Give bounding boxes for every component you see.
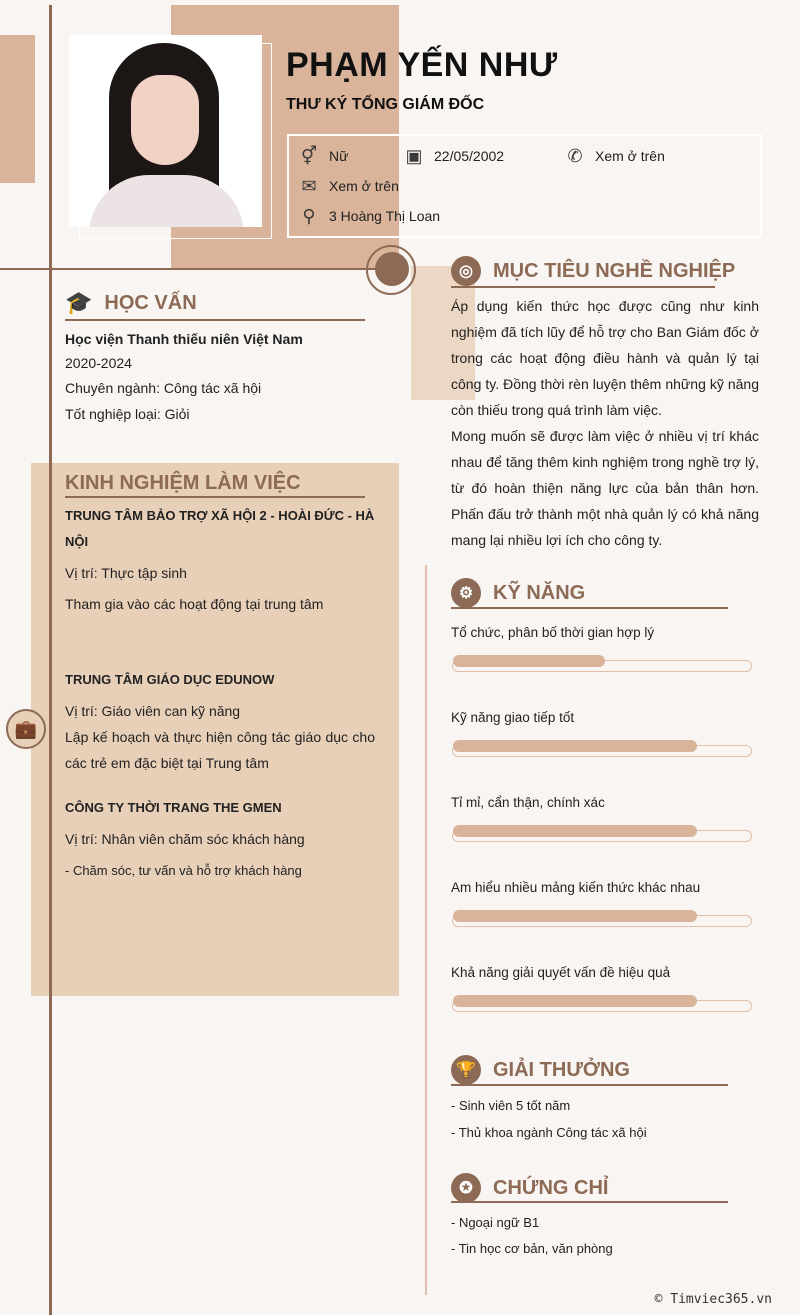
address: 3 Hoàng Thị Loan	[329, 208, 441, 224]
skill-bar-fill	[453, 995, 697, 1007]
award-item: - Sinh viên 5 tốt năm	[451, 1098, 571, 1113]
email: Xem ở trên	[329, 178, 399, 194]
briefcase-icon: 💼	[6, 709, 46, 749]
edu-years: 2020-2024	[65, 355, 132, 371]
phone-icon: ✆	[567, 145, 583, 166]
exp-company: CÔNG TY THỜI TRANG THE GMEN	[65, 800, 282, 815]
certificate-item: - Ngoại ngữ B1	[451, 1215, 540, 1230]
experience-underline	[65, 496, 365, 498]
exp-desc: - Chăm sóc, tư vấn và hỗ trợ khách hàng	[65, 863, 302, 878]
candidate-name: PHẠM YẾN NHƯ	[286, 46, 558, 84]
skill-label: Tổ chức, phân bố thời gian hợp lý	[451, 625, 655, 640]
skills-underline	[451, 607, 728, 609]
objective-underline	[451, 286, 715, 288]
awards-underline	[451, 1084, 728, 1086]
footer-watermark: © Timviec365.vn	[654, 1292, 772, 1307]
location-icon: ⚲	[302, 205, 316, 226]
skills-heading: ⚙ KỸ NĂNG	[451, 578, 585, 608]
avatar	[69, 35, 262, 227]
exp-position: Vị trí: Nhân viên chăm sóc khách hàng	[65, 831, 305, 847]
skill-bar	[452, 915, 752, 927]
skill-bar-fill	[453, 825, 697, 837]
edu-grade: Tốt nghiệp loại: Giỏi	[65, 406, 190, 422]
calendar-icon: ▣	[405, 145, 423, 166]
objective-p1: Áp dụng kiến thức học được cũng như kinh nghiệm đã tích lũy để hỗ trợ cho Ban Giám đốc ở trong các hoạt động điều hành và quản lý tại công ty. Đồng thời rèn luyện thêm những kỹ năng còn thiếu trong quá trình làm việc.	[451, 298, 759, 418]
skill-bar-fill	[453, 910, 697, 922]
skill-label: Kỹ năng giao tiếp tốt	[451, 710, 575, 725]
certificates-underline	[451, 1201, 728, 1203]
phone: Xem ở trên	[595, 148, 665, 164]
education-underline	[65, 319, 365, 321]
objective-p2: Mong muốn sẽ được làm việc ở nhiều vị trí khác nhau để tăng thêm kinh nghiệm trong nghề trợ lý, từ đó hoàn thiện năng lực của bản thân hơn. Phấn đấu trở thành một nhà quản lý có khả năng mang lại nhiều lợi ích cho công ty.	[451, 428, 759, 548]
experience-heading: KINH NGHIỆM LÀM VIỆC	[65, 472, 301, 494]
contact-box	[287, 134, 762, 238]
skill-bar	[452, 660, 752, 672]
skill-bar	[452, 830, 752, 842]
divider-horizontal	[0, 268, 400, 270]
trophy-icon: 🏆	[451, 1055, 481, 1085]
divider-vertical-right	[425, 565, 427, 1295]
exp-company: TRUNG TÂM GIÁO DỤC EDUNOW	[65, 672, 275, 687]
school: Học viện Thanh thiếu niên Việt Nam	[65, 331, 303, 347]
exp-desc: Tham gia vào các hoạt động tại trung tâm	[65, 596, 324, 612]
exp-company: TRUNG TÂM BẢO TRỢ XÃ HỘI 2 - HOÀI ĐỨC - HÀ NỘI	[65, 508, 375, 549]
exp-position: Vị trí: Giáo viên can kỹ năng	[65, 703, 241, 719]
gender-icon: ⚥	[300, 145, 318, 166]
gender: Nữ	[329, 148, 349, 164]
edu-major: Chuyên ngành: Công tác xã hội	[65, 380, 262, 396]
skill-label: Am hiểu nhiều mảng kiến thức khác nhau	[451, 880, 701, 895]
skill-bar	[452, 745, 752, 757]
objective-heading: ◎ MỤC TIÊU NGHỀ NGHIỆP	[451, 256, 735, 286]
skill-bar-fill	[453, 740, 697, 752]
deco-circle-fill	[375, 252, 409, 286]
certificates-heading: ✪ CHỨNG CHỈ	[451, 1173, 608, 1203]
certificate-icon: ✪	[451, 1173, 481, 1203]
target-icon: ◎	[451, 256, 481, 286]
divider-vertical-left	[49, 5, 52, 1315]
job-title: THƯ KÝ TỔNG GIÁM ĐỐC	[286, 96, 485, 113]
awards-heading: 🏆 GIẢI THƯỞNG	[451, 1055, 630, 1085]
email-icon: ✉	[301, 175, 317, 196]
exp-desc: Lập kế hoạch và thực hiện công tác giáo dục cho các trẻ em đặc biệt tại Trung tâm	[65, 729, 375, 771]
skill-label: Tỉ mỉ, cẩn thận, chính xác	[451, 795, 605, 810]
certificate-item: - Tin học cơ bản, văn phòng	[451, 1241, 613, 1256]
skill-label: Khả năng giải quyết vấn đề hiệu quả	[451, 965, 671, 980]
education-heading: 🎓 HỌC VẤN	[65, 290, 197, 315]
skill-bar-fill	[453, 655, 605, 667]
award-item: - Thủ khoa ngành Công tác xã hội	[451, 1125, 647, 1140]
deco-block-left	[0, 35, 35, 183]
skill-bar	[452, 1000, 752, 1012]
exp-position: Vị trí: Thực tập sinh	[65, 565, 187, 581]
birthday: 22/05/2002	[434, 148, 505, 164]
graduation-cap-icon: 🎓	[65, 290, 93, 315]
gear-icon: ⚙	[451, 578, 481, 608]
